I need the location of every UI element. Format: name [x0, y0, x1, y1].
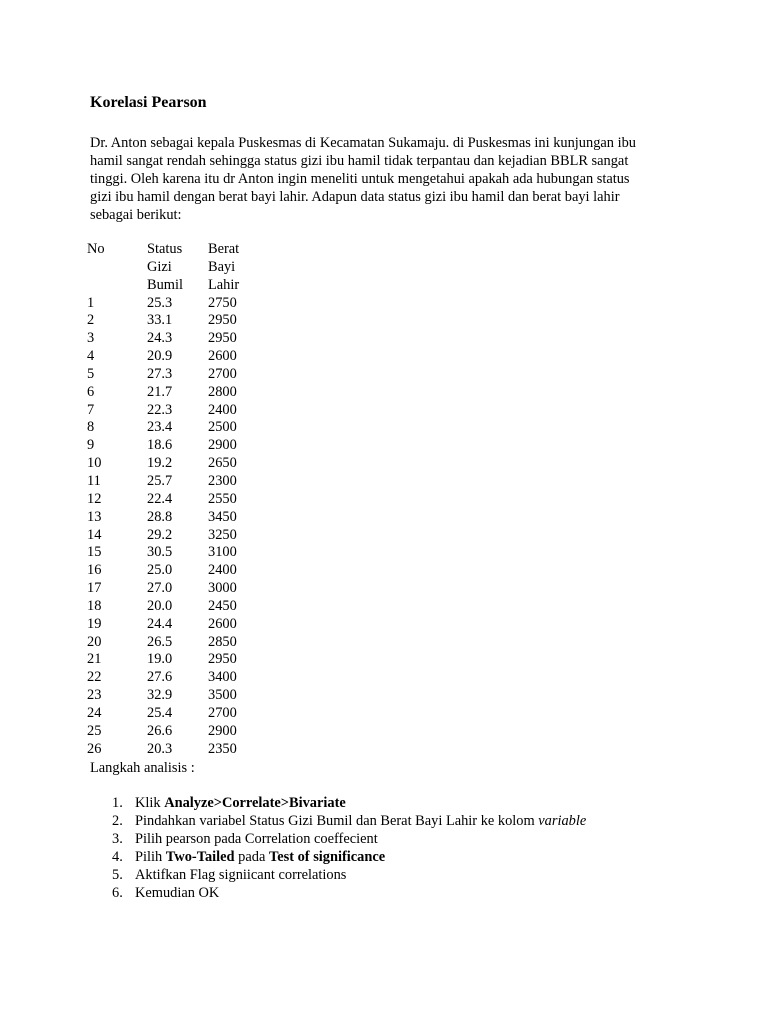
- step-text: [135, 866, 346, 884]
- table-cell-status-gizi: 19.0: [147, 651, 173, 668]
- table-cell-no: 16: [87, 562, 102, 579]
- paragraph-line: gizi ibu hamil dengan berat bayi lahir. Adapun data status gizi ibu hamil dan berat bayi lahir: [90, 189, 620, 205]
- table-cell-berat-bayi: 2850: [208, 633, 237, 650]
- table-cell-status-gizi: Bumil: [147, 276, 183, 293]
- table-cell-berat-bayi: 2800: [208, 383, 237, 400]
- table-cell-status-gizi: 32.9: [147, 687, 173, 704]
- table-cell-status-gizi: 27.3: [147, 365, 173, 382]
- table-cell-status-gizi: 20.0: [147, 597, 173, 614]
- table-cell-no: 22: [87, 669, 102, 686]
- step-text-italic: variable: [538, 813, 587, 829]
- step-text-bold: Two-Tailed: [165, 849, 235, 865]
- document-title: Korelasi Pearson: [90, 94, 207, 111]
- table-cell-berat-bayi: 2600: [208, 348, 237, 365]
- table-cell-no: 15: [87, 544, 102, 561]
- paragraph-line: tinggi. Oleh karena itu dr Anton ingin meneliti untuk mengetahui apakah ada hubungan status: [90, 171, 630, 187]
- step-text: [135, 830, 378, 848]
- table-cell-no: 19: [87, 615, 102, 632]
- table-cell-no: 12: [87, 490, 102, 507]
- step-text-part: Pilih pearson pada Correlation coeffecient: [135, 831, 378, 847]
- step-text: [135, 812, 586, 830]
- table-cell-berat-bayi: 2700: [208, 365, 237, 382]
- table-cell-status-gizi: 25.4: [147, 704, 173, 721]
- table-cell-berat-bayi: 2650: [208, 455, 237, 472]
- table-cell-berat-bayi: Lahir: [208, 276, 240, 293]
- table-cell-status-gizi: Status: [147, 241, 183, 257]
- step-number: 2.: [112, 813, 123, 829]
- intro-paragraph: [90, 134, 690, 224]
- table-cell-berat-bayi: 2500: [208, 419, 237, 436]
- table-cell-berat-bayi: 2400: [208, 401, 237, 418]
- table-cell-berat-bayi: 2700: [208, 704, 237, 721]
- table-cell-status-gizi: 25.7: [147, 472, 173, 489]
- table-cell-berat-bayi: 2950: [208, 312, 237, 329]
- table-cell-no: 13: [87, 508, 102, 525]
- table-cell-no: 20: [87, 633, 102, 650]
- table-cell-status-gizi: Gizi: [147, 258, 172, 275]
- step-text-bold: Analyze>Correlate>Bivariate: [164, 795, 346, 811]
- table-cell-berat-bayi: 2400: [208, 562, 237, 579]
- table-cell-status-gizi: 20.3: [147, 740, 173, 757]
- table-cell-berat-bayi: 2900: [208, 722, 237, 739]
- table-cell-status-gizi: 20.9: [147, 348, 173, 365]
- table-cell-status-gizi: 22.3: [147, 401, 173, 418]
- table-cell-berat-bayi: 2600: [208, 615, 237, 632]
- step-number: 3.: [112, 831, 123, 847]
- table-cell-status-gizi: 27.6: [147, 669, 173, 686]
- table-cell-no: 8: [87, 419, 95, 436]
- table-cell-no: No: [87, 241, 105, 257]
- step-text-bold: Test of significance: [268, 849, 386, 865]
- table-cell-no: 11: [87, 472, 101, 489]
- step-number: 4.: [112, 849, 123, 865]
- step-text-part: Kemudian OK: [135, 885, 220, 901]
- table-cell-status-gizi: 21.7: [147, 383, 173, 400]
- table-cell-status-gizi: 18.6: [147, 437, 173, 454]
- table-cell-status-gizi: 26.6: [147, 722, 173, 739]
- table-cell-berat-bayi: 2450: [208, 597, 237, 614]
- table-cell-no: 21: [87, 651, 102, 668]
- table-cell-berat-bayi: 3500: [208, 687, 237, 704]
- paragraph-line: Dr. Anton sebagai kepala Puskesmas di Kecamatan Sukamaju. di Puskesmas ini kunjungan ibu: [90, 135, 636, 151]
- step-number: 5.: [112, 867, 123, 883]
- step-text-part: Pindahkan variabel Status Gizi Bumil dan Berat Bayi Lahir ke kolom: [135, 813, 539, 829]
- table-cell-status-gizi: 25.0: [147, 562, 173, 579]
- step-text-part: Klik: [135, 795, 165, 811]
- table-cell-no: 7: [87, 401, 95, 418]
- table-cell-no: 24: [87, 704, 102, 721]
- table-cell-berat-bayi: 3450: [208, 508, 237, 525]
- step-number: 1.: [112, 795, 123, 811]
- table-cell-no: 25: [87, 722, 102, 739]
- table-cell-status-gizi: 29.2: [147, 526, 173, 543]
- table-cell-berat-bayi: 2350: [208, 740, 237, 757]
- table-cell-status-gizi: 22.4: [147, 490, 173, 507]
- step-number: 6.: [112, 885, 123, 901]
- table-cell-no: 2: [87, 312, 95, 329]
- table-cell-status-gizi: 26.5: [147, 633, 173, 650]
- step-text: [135, 794, 346, 812]
- table-cell-berat-bayi: 2900: [208, 437, 237, 454]
- table-cell-no: 10: [87, 455, 102, 472]
- table-cell-berat-bayi: 2950: [208, 651, 237, 668]
- table-cell-status-gizi: 23.4: [147, 419, 173, 436]
- table-cell-status-gizi: 25.3: [147, 294, 173, 311]
- step-text-part: pada: [234, 849, 269, 865]
- table-cell-no: 17: [87, 580, 102, 597]
- table-cell-status-gizi: 30.5: [147, 544, 173, 561]
- table-cell-no: 4: [87, 348, 95, 365]
- table-cell-status-gizi: 33.1: [147, 312, 173, 329]
- steps-label: Langkah analisis :: [90, 760, 195, 776]
- table-cell-berat-bayi: 2950: [208, 330, 237, 347]
- table-cell-berat-bayi: 2750: [208, 294, 237, 311]
- paragraph-line: sebagai berikut:: [90, 207, 182, 223]
- table-cell-berat-bayi: 2550: [208, 490, 237, 507]
- table-cell-berat-bayi: Berat: [208, 241, 240, 257]
- table-cell-no: 14: [87, 526, 102, 543]
- table-cell-status-gizi: 27.0: [147, 580, 173, 597]
- table-cell-no: 18: [87, 597, 102, 614]
- table-cell-status-gizi: 24.4: [147, 615, 173, 632]
- step-text: [135, 848, 385, 866]
- step-text-part: Aktifkan Flag signiicant correlations: [135, 867, 347, 883]
- table-cell-no: 3: [87, 330, 95, 347]
- table-cell-berat-bayi: 3250: [208, 526, 237, 543]
- step-text: [135, 884, 219, 902]
- table-cell-no: 5: [87, 365, 95, 382]
- table-cell-no: 23: [87, 687, 102, 704]
- table-cell-berat-bayi: Bayi: [208, 258, 236, 275]
- table-cell-no: 1: [87, 294, 95, 311]
- table-cell-status-gizi: 19.2: [147, 455, 173, 472]
- table-cell-no: 9: [87, 437, 95, 454]
- step-text-part: Pilih: [135, 849, 166, 865]
- table-cell-status-gizi: 24.3: [147, 330, 173, 347]
- table-cell-berat-bayi: 3000: [208, 580, 237, 597]
- table-cell-berat-bayi: 2300: [208, 472, 237, 489]
- paragraph-line: hamil sangat rendah sehingga status gizi ibu hamil tidak terpantau dan kejadian BBLR sangat: [90, 153, 629, 169]
- table-cell-no: 26: [87, 740, 102, 757]
- table-cell-no: 6: [87, 383, 95, 400]
- table-cell-status-gizi: 28.8: [147, 508, 173, 525]
- table-cell-berat-bayi: 3400: [208, 669, 237, 686]
- table-cell-berat-bayi: 3100: [208, 544, 237, 561]
